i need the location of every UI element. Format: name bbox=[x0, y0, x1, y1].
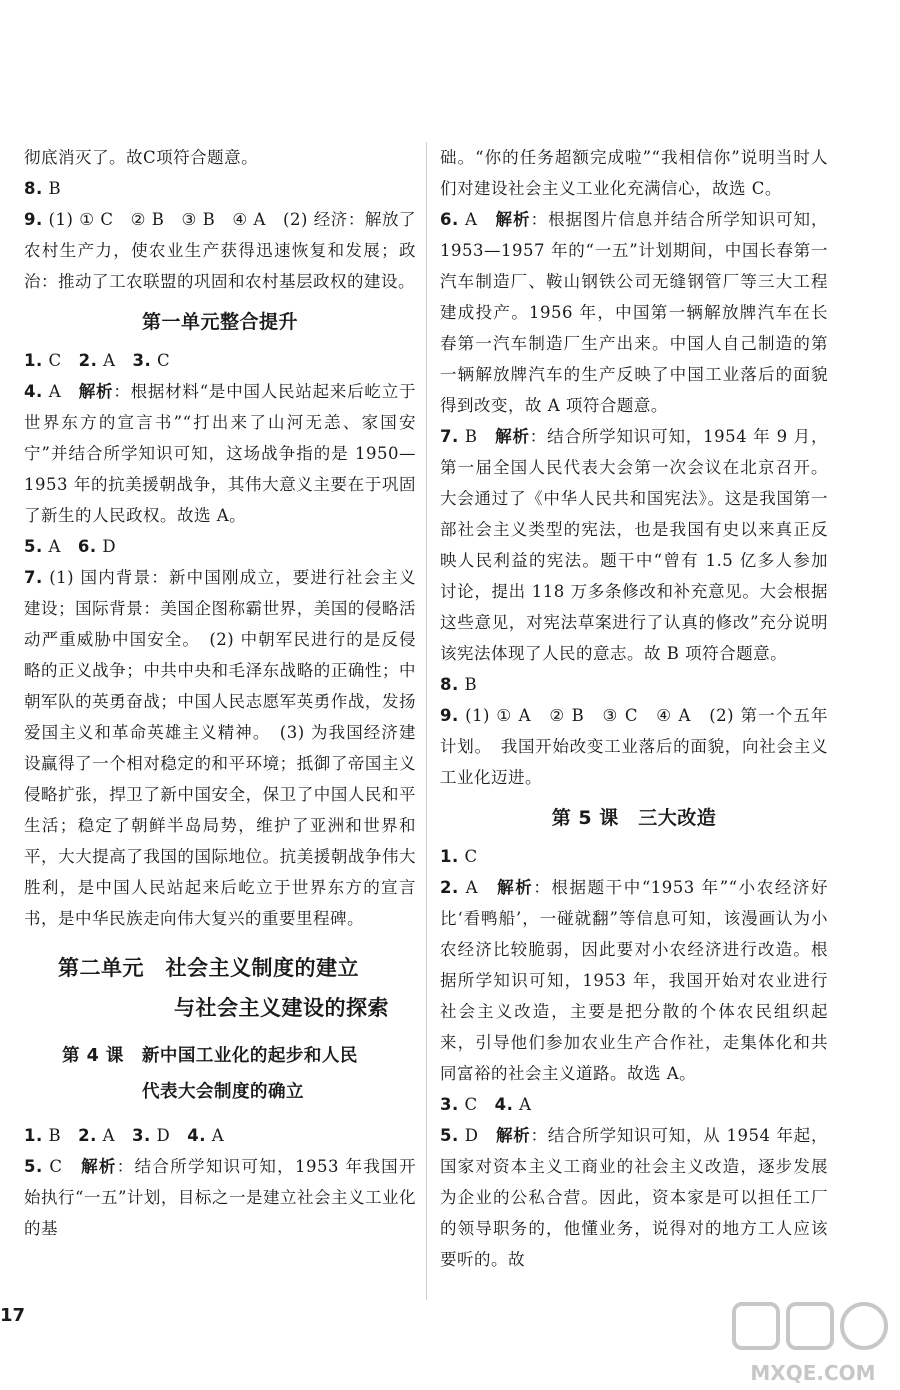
q-number: 4. bbox=[494, 1095, 514, 1114]
q-number: 7. bbox=[24, 568, 43, 587]
right-answer-9 bbox=[440, 700, 828, 793]
q-number: 2. bbox=[78, 1126, 97, 1145]
text: A bbox=[206, 1126, 225, 1145]
q-number: 7. bbox=[440, 427, 459, 446]
q-number: 3. bbox=[132, 351, 152, 370]
q-number: 1. bbox=[440, 847, 459, 866]
left-answers-1-3 bbox=[24, 345, 416, 376]
analysis-label: 解析 bbox=[495, 427, 530, 446]
text: (1) ① A ② B ③ C ④ A (2) 第一个五年计划。 我国开始改变工业落后的面貌，向社会主义工业化迈进。 bbox=[440, 706, 828, 787]
text: 彻底消灭了。故C项符合题意。 bbox=[24, 148, 259, 167]
analysis-label: 解析 bbox=[81, 1157, 117, 1176]
page-number: 17 bbox=[0, 1305, 26, 1326]
text: A bbox=[513, 1095, 532, 1114]
q-number: 4. bbox=[24, 382, 43, 401]
right-answers-3-4 bbox=[440, 1089, 828, 1120]
lesson4-heading-line2: 代表大会制度的确立 bbox=[142, 1082, 304, 1102]
left-answer-5-lesson4 bbox=[24, 1151, 416, 1244]
text: A bbox=[42, 382, 79, 401]
watermark-logo bbox=[728, 1298, 898, 1388]
text: ：根据题干中“1953 年”“小农经济好比‘看鸭船’，一碰就翻”等信息可知，该漫画认为小农经济比较脆弱，因此要对小农经济进行改造。根据所学知识可知，1953 年，我国开始对农业进行社会主义改造，主要是把分散的个体农民组织起来，引导他们参加农业生产合作社，走集体化和共同富裕的社会主义道路。故选 A。 bbox=[440, 878, 828, 1083]
unit2-heading bbox=[24, 948, 416, 1028]
analysis-label: 解析 bbox=[496, 1126, 531, 1145]
text: A bbox=[42, 537, 78, 556]
text: A bbox=[458, 210, 496, 229]
text: ：根据图片信息并结合所学知识可知，1953—1957 年的“一五”计划期间，中国长春第一汽车制造厂、鞍山钢铁公司无缝钢管厂等三大工程建成投产。1956 年，中国第一辆解放牌汽车在长春第一汽车制造厂生产出来。中国人自己制造的第一辆解放牌汽车的生产反映了中国工业落后的面貌得到改变，故 A 项符合题意。 bbox=[440, 210, 829, 415]
text: D bbox=[96, 537, 117, 556]
q-number: 2. bbox=[440, 878, 459, 897]
left-column bbox=[24, 142, 416, 1244]
analysis-label: 解析 bbox=[497, 878, 534, 897]
text: ：根据材料“是中国人民站起来后屹立于世界东方的宣言书”“打出来了山河无恙、家国安宁”并结合所学知识可知，这场战争指的是 1950—1953 年的抗美援朝战争，其伟大意义主要在于巩固了新生的人民政权。故选 A。 bbox=[24, 382, 416, 525]
text: C bbox=[458, 847, 478, 866]
left-para-1 bbox=[24, 142, 416, 173]
text: A bbox=[458, 878, 498, 897]
right-answer-2 bbox=[440, 872, 828, 1089]
q-number: 1. bbox=[24, 351, 43, 370]
text: A bbox=[96, 1126, 133, 1145]
right-answer-8 bbox=[440, 669, 828, 700]
text: C bbox=[42, 1157, 82, 1176]
right-answer-1 bbox=[440, 841, 828, 872]
q-number: 6. bbox=[440, 210, 459, 229]
right-column bbox=[440, 142, 828, 1275]
text: ：结合所学知识可知，1953 年我国开始执行“一五”计划，目标之一是建立社会主义工业化的基 bbox=[24, 1157, 416, 1238]
q-number: 5. bbox=[24, 1157, 43, 1176]
left-answer-7 bbox=[24, 562, 416, 934]
lesson4-heading-line1: 第 4 课 新中国工业化的起步和人民 bbox=[62, 1046, 358, 1066]
left-answer-9 bbox=[24, 204, 416, 297]
q-number: 3. bbox=[132, 1126, 151, 1145]
right-answer-5 bbox=[440, 1120, 828, 1275]
q-number: 3. bbox=[440, 1095, 459, 1114]
q-number: 1. bbox=[24, 1126, 43, 1145]
lesson4-heading bbox=[24, 1038, 416, 1110]
left-answers-1-4 bbox=[24, 1120, 416, 1151]
left-answer-4 bbox=[24, 376, 416, 531]
text: D bbox=[458, 1126, 497, 1145]
text: B bbox=[458, 427, 496, 446]
q-number: 2. bbox=[78, 351, 98, 370]
text: ：结合所学知识可知，1954 年 9 月，第一届全国人民代表大会第一次会议在北京召开。大会通过了《中华人民共和国宪法》。这是我国第一部社会主义类型的宪法，也是我国有史以来真正反映人民利益的宪法。题干中“曾有 1.5 亿多人参加讨论，提出 118 万多条修改和补充意见。大会根据这些意见，对宪法草案进行了认真的修改”充分说明该宪法体现了人民的意志。故 B 项符合题意。 bbox=[440, 427, 829, 663]
text: (1) 国内背景：新中国刚成立，要进行社会主义建设；国际背景：美国企图称霸世界，美国的侵略活动严重威胁中国安全。 (2) 中朝军民进行的是反侵略的正义战争；中共中央和毛泽东战略的正确性；中朝军队的英勇奋战；中国人民志愿军英勇作战，发扬爱国主义和革命英雄主义精神。 (3) 为我国经济建设赢得了一个相对稳定的和平环境；抵御了帝国主义侵略扩张，捍卫了新中国安全，保卫了中国人民和平生活；稳定了朝鲜半岛局势，维护了亚洲和世界和平，大大提高了我国的国际地位。抗美援朝战争伟大胜利，是中国人民站起来后屹立于世界东方的宣言书，是中华民族走向伟大复兴的重要里程碑。 bbox=[24, 568, 416, 928]
lesson5-heading: 第 5 课 三大改造 bbox=[551, 807, 717, 829]
text: 础。“你的任务超额完成啦”“我相信你”说明当时人们对建设社会主义工业化充满信心，故选 C。 bbox=[440, 148, 828, 198]
text: B bbox=[458, 675, 478, 694]
text: C bbox=[458, 1095, 495, 1114]
text: C bbox=[151, 351, 171, 370]
text: D bbox=[150, 1126, 188, 1145]
q-number: 8. bbox=[440, 675, 459, 694]
text: ：结合所学知识可知，从 1954 年起，国家对资本主义工商业的社会主义改造，逐步发展为企业的公私合营。因此，资本家是可以担任工厂的领导职务的，他懂业务，说得对的地方工人应该要听的。故 bbox=[440, 1126, 829, 1269]
section-heading-unit1: 第一单元整合提升 bbox=[141, 311, 298, 333]
text: A bbox=[97, 351, 133, 370]
right-answer-7 bbox=[440, 421, 828, 669]
right-answer-6 bbox=[440, 204, 828, 421]
q-number: 5. bbox=[24, 537, 43, 556]
left-answers-5-6 bbox=[24, 531, 416, 562]
q-number: 5. bbox=[440, 1126, 459, 1145]
q-number: 9. bbox=[440, 706, 459, 725]
text: B bbox=[42, 179, 62, 198]
right-para-1 bbox=[440, 142, 828, 204]
q-number: 8. bbox=[24, 179, 43, 198]
q-number: 9. bbox=[24, 210, 43, 229]
watermark-text: MXQE.COM bbox=[750, 1361, 876, 1385]
q-number: 6. bbox=[77, 537, 97, 556]
text: B bbox=[42, 1126, 79, 1145]
unit2-heading-line2: 与社会主义建设的探索 bbox=[174, 996, 389, 1020]
q-number: 4. bbox=[187, 1126, 207, 1145]
left-answer-8 bbox=[24, 173, 416, 204]
unit2-heading-line1: 第二单元 社会主义制度的建立 bbox=[58, 956, 359, 980]
text: C bbox=[42, 351, 79, 370]
analysis-label: 解析 bbox=[495, 210, 531, 229]
column-divider bbox=[426, 142, 427, 1300]
analysis-label: 解析 bbox=[78, 382, 114, 401]
text: (1) ① C ② B ③ B ④ A (2) 经济：解放了农村生产力，使农业生产获得迅速恢复和发展；政治：推动了工农联盟的巩固和农村基层政权的建设。 bbox=[24, 210, 416, 291]
